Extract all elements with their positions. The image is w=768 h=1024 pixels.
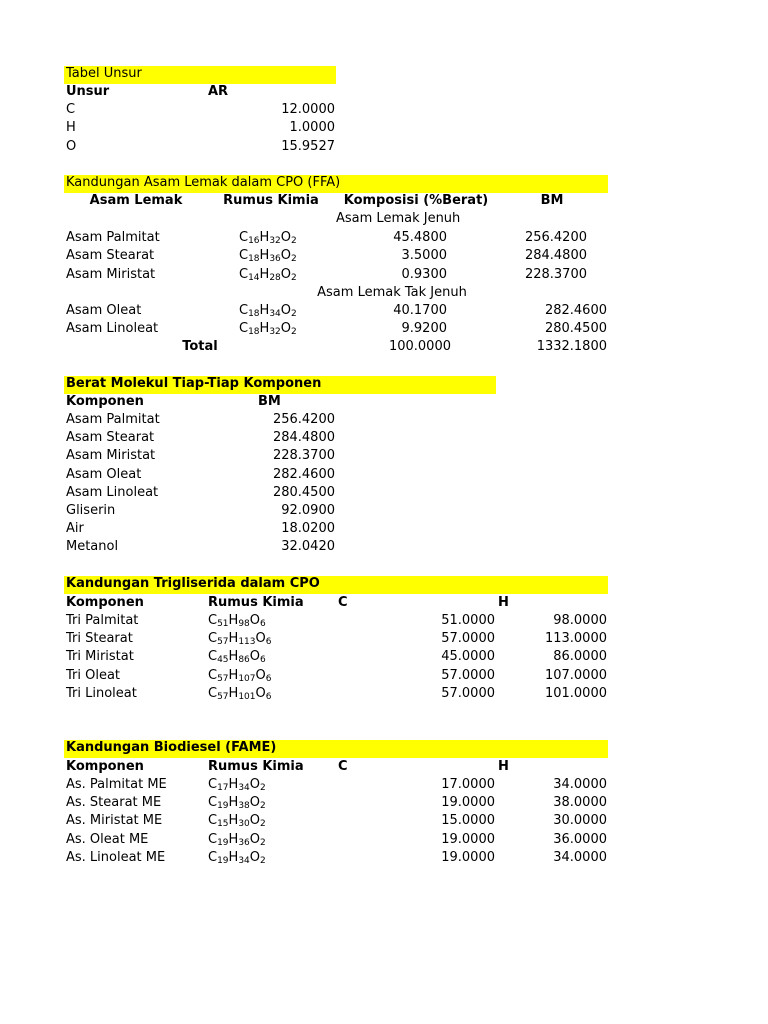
- unsur-row-ar: 1.0000: [289, 120, 335, 136]
- fame-row-c: 17.0000: [441, 777, 495, 792]
- bm-row-value: 92.0900: [281, 503, 335, 518]
- ffa-row-komposisi: 45.4800: [393, 230, 447, 245]
- ffa-title: Kandungan Asam Lemak dalam CPO (FFA): [66, 175, 341, 190]
- fame-header-c: C: [338, 759, 348, 774]
- ffa-group-jenuh: Asam Lemak Jenuh: [336, 211, 461, 226]
- trig-row-c: 51.0000: [441, 613, 495, 628]
- trig-row-h: 101.0000: [544, 685, 607, 701]
- fame-row-h: 38.0000: [553, 795, 607, 811]
- trig-row-name: Tri Stearat: [66, 631, 133, 647]
- fame-header-h: H: [498, 759, 509, 774]
- trig-row-name: Tri Palmitat: [66, 613, 139, 628]
- ffa-header-rumus: Rumus Kimia: [223, 193, 319, 208]
- ffa-total-komposisi: 100.0000: [388, 339, 451, 354]
- trig-header-rumus: Rumus Kimia: [208, 595, 304, 610]
- fame-row-h: 34.0000: [553, 777, 607, 792]
- trig-row-formula: $C_{57}H_{113}O_6$: [208, 631, 272, 648]
- ffa-header-bm: BM: [540, 193, 564, 208]
- fame-row-name: As. Stearat ME: [66, 795, 162, 811]
- fame-row-c: 15.0000: [441, 813, 495, 829]
- trig-row-formula: $C_{57}H_{101}O_6$: [208, 685, 272, 702]
- trig-row-h: 113.0000: [544, 631, 607, 647]
- trig-row-name: Tri Oleat: [66, 667, 121, 683]
- ffa-group-tak-jenuh: Asam Lemak Tak Jenuh: [317, 285, 467, 300]
- ffa-row-name: Asam Stearat: [66, 248, 155, 264]
- ffa-row-formula: $C_{18}H_{34}O_2$: [239, 303, 297, 319]
- fame-row-name: As. Oleat ME: [66, 831, 149, 847]
- trig-title: Kandungan Trigliserida dalam CPO: [66, 576, 320, 591]
- ffa-row-bm: 284.4800: [524, 248, 587, 264]
- ffa-row-name: Asam Linoleat: [66, 321, 159, 337]
- trig-row-c: 57.0000: [441, 667, 495, 683]
- ffa-row-name: Asam Miristat: [66, 266, 156, 282]
- ffa-row-formula: $C_{18}H_{36}O_2$: [239, 248, 297, 265]
- ffa-header-komposisi: Komposisi (%Berat): [343, 193, 489, 208]
- trig-row-h: 98.0000: [553, 613, 607, 628]
- unsur-row-name: O: [66, 138, 77, 154]
- trig-row-c: 57.0000: [441, 685, 495, 701]
- trig-row-formula: $C_{45}H_{86}O_6$: [208, 649, 266, 666]
- trig-header-h: H: [498, 595, 509, 610]
- fame-title: Kandungan Biodiesel (FAME): [66, 740, 277, 755]
- fame-row-c: 19.0000: [441, 831, 495, 847]
- ffa-header-asam-lemak: Asam Lemak: [89, 193, 183, 208]
- ffa-row-bm: 282.4600: [544, 303, 607, 318]
- fame-row-name: As. Miristat ME: [66, 813, 163, 829]
- fame-row-name: As. Linoleat ME: [66, 849, 166, 865]
- bm-row-value: 18.0200: [281, 521, 335, 537]
- trig-header-komponen: Komponen: [66, 595, 144, 610]
- ffa-row-name: Asam Palmitat: [66, 230, 160, 245]
- bm-row-name: Asam Linoleat: [66, 484, 159, 500]
- ffa-row-komposisi: 9.9200: [401, 321, 447, 337]
- fame-row-name: As. Palmitat ME: [66, 777, 167, 792]
- bm-row-name: Air: [66, 521, 84, 537]
- ffa-row-formula: $C_{14}H_{28}O_2$: [239, 266, 297, 283]
- ffa-row-formula: $C_{18}H_{32}O_2$: [239, 321, 297, 338]
- ffa-row-formula: $C_{16}H_{32}O_2$: [239, 230, 297, 246]
- bm-row-value: 228.3700: [272, 448, 335, 464]
- fame-row-c: 19.0000: [441, 795, 495, 811]
- bm-row-name: Asam Oleat: [66, 466, 142, 482]
- trig-row-c: 45.0000: [441, 649, 495, 665]
- trig-row-formula: $C_{51}H_{98}O_6$: [208, 613, 266, 629]
- ffa-row-komposisi: 0.9300: [401, 266, 447, 282]
- unsur-header-unsur: Unsur: [66, 84, 110, 99]
- fame-row-formula: $C_{19}H_{36}O_2$: [208, 831, 266, 848]
- trig-row-name: Tri Miristat: [66, 649, 134, 665]
- ffa-row-bm: 256.4200: [524, 230, 587, 245]
- bm-row-value: 280.4500: [272, 484, 335, 500]
- unsur-row-ar: 15.9527: [281, 138, 335, 154]
- trig-row-h: 107.0000: [544, 667, 607, 683]
- bm-row-name: Asam Palmitat: [66, 412, 160, 427]
- trig-row-h: 86.0000: [553, 649, 607, 665]
- unsur-row-name: H: [66, 120, 76, 136]
- unsur-title: Tabel Unsur: [66, 66, 142, 81]
- fame-row-c: 19.0000: [441, 849, 495, 865]
- fame-row-formula: $C_{19}H_{34}O_2$: [208, 849, 266, 866]
- trig-row-formula: $C_{57}H_{107}O_6$: [208, 667, 272, 684]
- bm-header-komponen: Komponen: [66, 394, 144, 409]
- bm-row-name: Asam Miristat: [66, 448, 156, 464]
- unsur-row-ar: 12.0000: [281, 102, 335, 117]
- bm-row-name: Gliserin: [66, 503, 116, 518]
- unsur-header-ar: AR: [208, 84, 229, 99]
- fame-row-formula: $C_{15}H_{30}O_2$: [208, 813, 266, 830]
- bm-title: Berat Molekul Tiap-Tiap Komponen: [66, 376, 322, 391]
- ffa-row-komposisi: 40.1700: [393, 303, 447, 318]
- ffa-row-bm: 280.4500: [544, 321, 607, 337]
- bm-row-value: 32.0420: [281, 539, 335, 555]
- bm-row-name: Metanol: [66, 539, 119, 555]
- trig-row-name: Tri Linoleat: [66, 685, 137, 701]
- fame-row-formula: $C_{17}H_{34}O_2$: [208, 777, 266, 793]
- trig-header-c: C: [338, 595, 348, 610]
- ffa-row-bm: 228.3700: [524, 266, 587, 282]
- bm-header-bm: BM: [258, 394, 281, 409]
- ffa-row-name: Asam Oleat: [66, 303, 142, 318]
- fame-row-h: 36.0000: [553, 831, 607, 847]
- ffa-total-bm: 1332.1800: [536, 339, 607, 354]
- bm-row-value: 282.4600: [272, 466, 335, 482]
- bm-row-value: 256.4200: [272, 412, 335, 427]
- ffa-row-komposisi: 3.5000: [401, 248, 447, 264]
- fame-row-h: 30.0000: [553, 813, 607, 829]
- trig-row-c: 57.0000: [441, 631, 495, 647]
- fame-header-komponen: Komponen: [66, 759, 144, 774]
- bm-row-name: Asam Stearat: [66, 430, 155, 446]
- unsur-row-name: C: [66, 102, 76, 117]
- fame-header-rumus: Rumus Kimia: [208, 759, 304, 774]
- fame-row-h: 34.0000: [553, 849, 607, 865]
- bm-row-value: 284.4800: [272, 430, 335, 446]
- ffa-total-label: Total: [182, 339, 218, 354]
- fame-row-formula: $C_{19}H_{38}O_2$: [208, 795, 266, 812]
